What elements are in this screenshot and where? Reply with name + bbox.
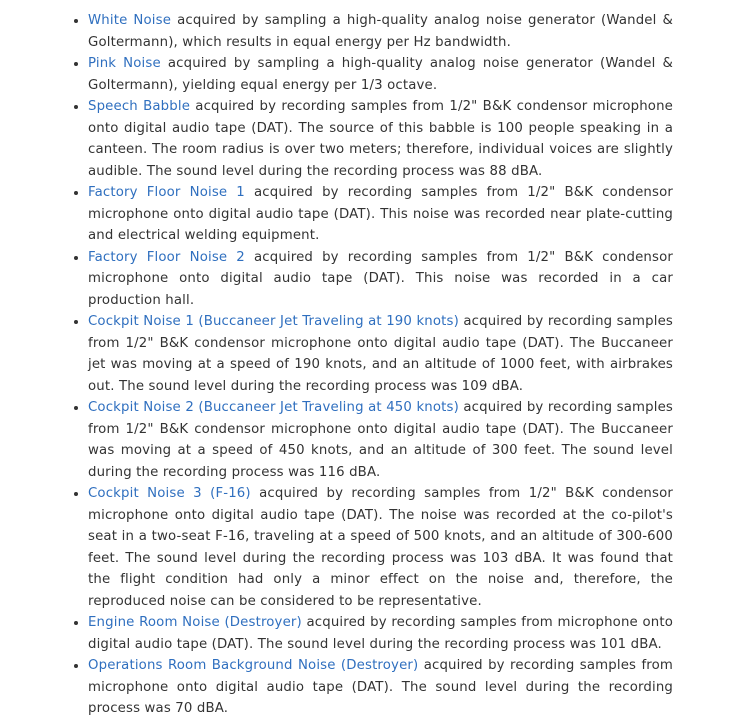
noise-link-operations-room[interactable]: Operations Room Background Noise (Destroyer) xyxy=(88,658,419,673)
noise-description: acquired by recording samples from 1/2" B&K condensor microphone onto digital audio tape (DAT). This noise was recorded in a car production hall. xyxy=(88,249,673,308)
noise-link-factory-floor-2[interactable]: Factory Floor Noise 2 xyxy=(88,249,245,265)
noise-link-cockpit-3[interactable]: Cockpit Noise 3 (F-16) xyxy=(88,486,251,501)
noise-description: acquired by sampling a high-quality analog noise generator (Wandel & Goltermann), yielding equal energy per 1/3 octave. xyxy=(88,56,673,93)
list-item xyxy=(88,311,673,397)
noise-description: acquired by recording samples from 1/2" B&K condensor microphone onto digital audio tape (DAT). This noise was recorded near plate-cutting and electrical welding equipment. xyxy=(88,185,673,243)
noise-link-cockpit-1[interactable]: Cockpit Noise 1 (Buccaneer Jet Traveling at 190 knots) xyxy=(88,314,459,329)
list-item xyxy=(88,10,673,53)
list-item xyxy=(88,397,673,483)
list-item xyxy=(88,96,673,182)
noise-link-cockpit-2[interactable]: Cockpit Noise 2 (Buccaneer Jet Traveling at 450 knots) xyxy=(88,400,459,415)
list-item xyxy=(88,53,673,96)
list-item xyxy=(88,483,673,612)
noise-description: acquired by recording samples from 1/2" B&K condensor microphone onto digital audio tape (DAT). The Buccaneer jet was moving at a speed of 190 knots, and an altitude of 1000 feet, with airbrakes out. The sound level during the recording process was 109 dBA. xyxy=(88,314,673,394)
noise-description: acquired by recording samples from microphone onto digital audio tape (DAT). The sound level during the recording process was 101 dBA. xyxy=(88,615,673,652)
noise-description: acquired by recording samples from 1/2" B&K condensor microphone onto digital audio tape (DAT). The noise was recorded at the co-pilot's seat in a two-seat F-16, traveling at a speed of 500 knots, and an altitude of 300-600 feet. The sound level during the recording process was 103 dBA. It was found that the flight condition had only a minor effect on the noise and, therefore, the reproduced noise can be considered to be representative. xyxy=(88,486,673,609)
noise-source-list xyxy=(88,10,673,720)
noise-link-white-noise[interactable]: White Noise xyxy=(88,13,172,28)
list-item xyxy=(88,655,673,720)
list-item xyxy=(88,612,673,655)
noise-link-factory-floor-1[interactable]: Factory Floor Noise 1 xyxy=(88,185,245,200)
noise-link-engine-room[interactable]: Engine Room Noise (Destroyer) xyxy=(88,615,302,630)
list-item xyxy=(88,247,673,312)
list-item xyxy=(88,182,673,247)
noise-description: acquired by recording samples from microphone onto digital audio tape (DAT). The sound level during the recording process was 70 dBA. xyxy=(88,658,673,716)
noise-description: acquired by recording samples from 1/2" B&K condensor microphone onto digital audio tape (DAT). The Buccaneer was moving at a speed of 450 knots, and an altitude of 300 feet. The sound level during the recording process was 116 dBA. xyxy=(88,400,673,480)
noise-link-pink-noise[interactable]: Pink Noise xyxy=(88,56,161,71)
noise-description: acquired by sampling a high-quality analog noise generator (Wandel & Goltermann), which results in equal energy per Hz bandwidth. xyxy=(88,13,673,50)
noise-description: acquired by recording samples from 1/2" B&K condensor microphone onto digital audio tape (DAT). The source of this babble is 100 people speaking in a canteen. The room radius is over two meters; therefore, individual voices are slightly audible. The sound level during the recording process was 88 dBA. xyxy=(88,99,673,179)
noise-link-speech-babble[interactable]: Speech Babble xyxy=(88,99,191,114)
